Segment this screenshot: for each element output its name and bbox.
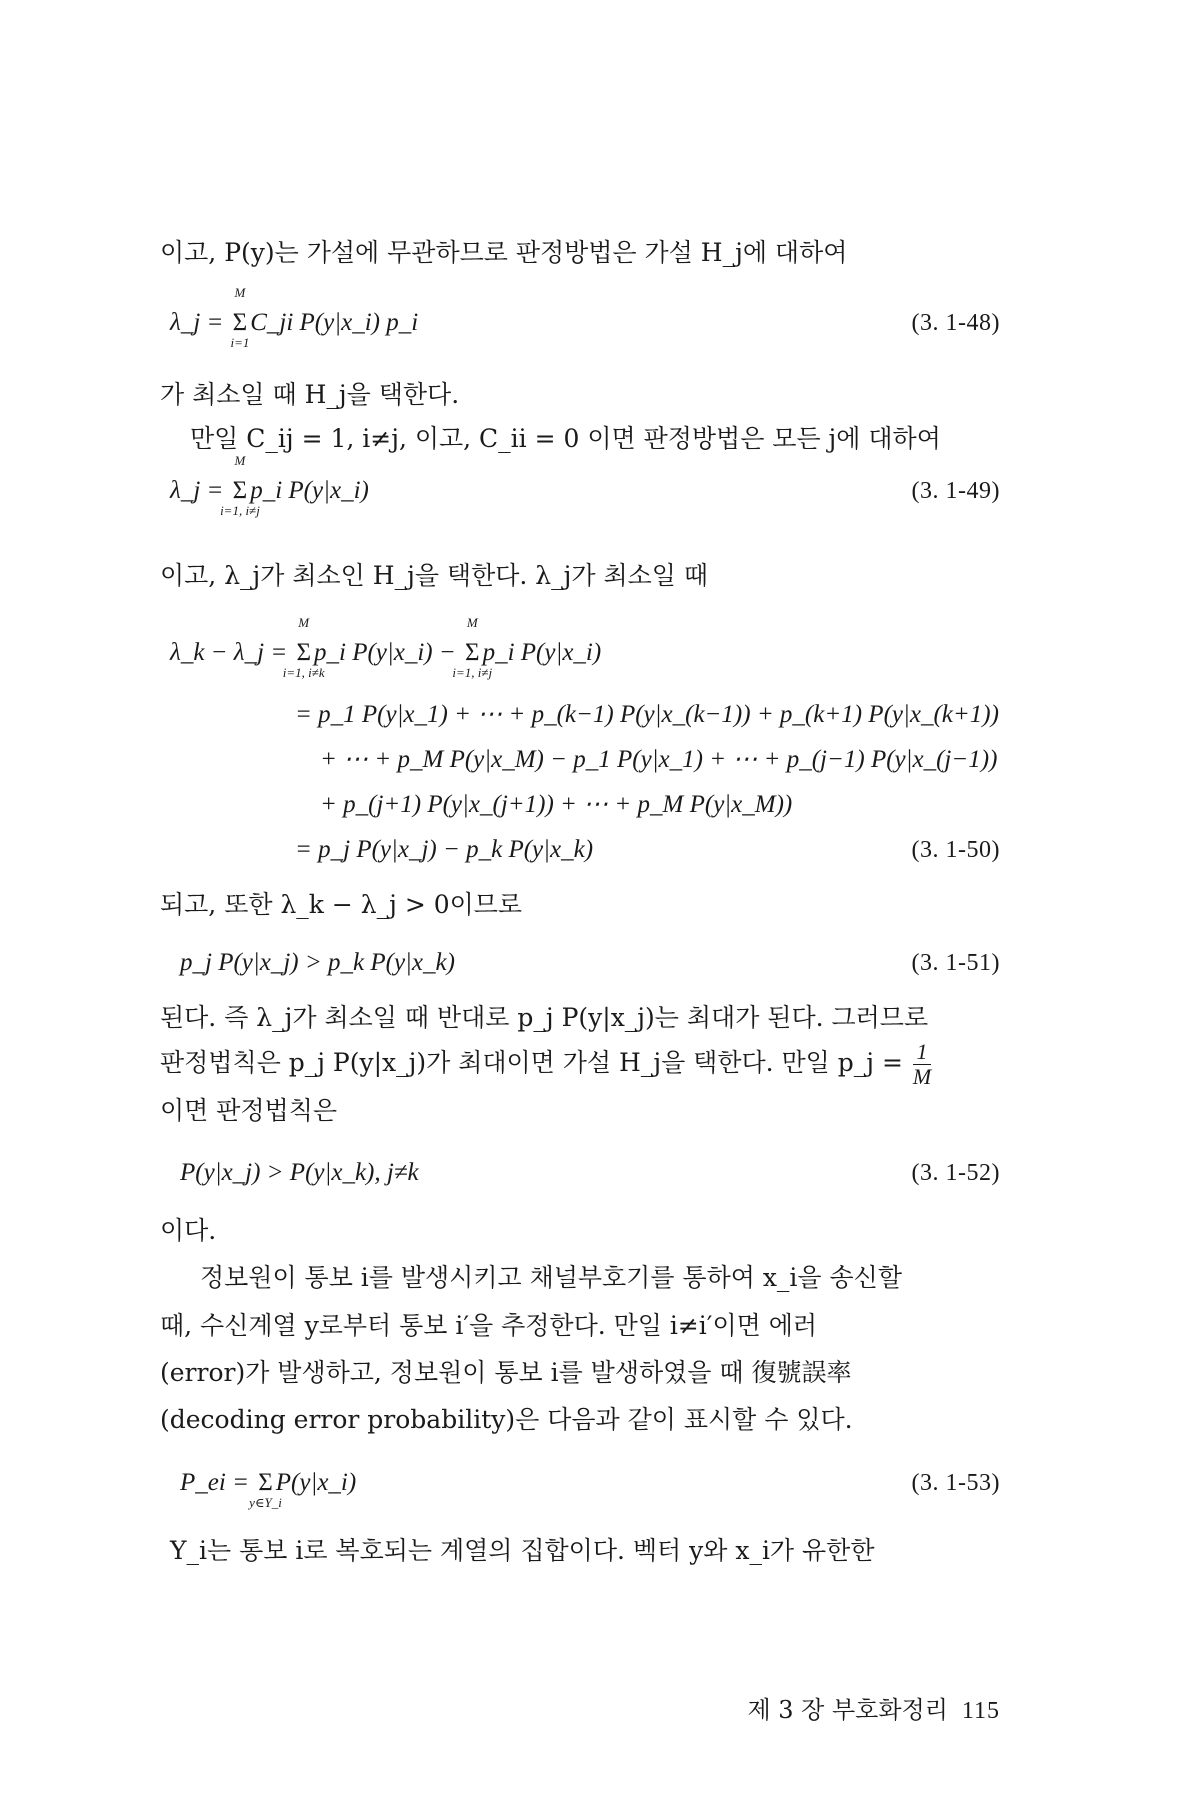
equation-number: (3. 1-48) (911, 310, 1000, 336)
equation-rhs: p_i P(y|x_i) (482, 639, 602, 666)
text-line (0, 416, 1200, 462)
line-text: (error)가 발생하고, 정보원이 통보 i를 발생하였을 때 復號誤率 (160, 1358, 852, 1387)
summation-symbol (220, 453, 260, 518)
line-text: 이면 판정법칙은 (160, 1096, 337, 1125)
text-line (0, 1208, 1200, 1254)
sigma: Σ (296, 639, 311, 666)
text-line (0, 1039, 1200, 1089)
equation-lhs: λ_k − λ_j = (170, 639, 294, 666)
text-line (0, 995, 1200, 1041)
sum-lower-limit: i=1, i≠j (452, 665, 493, 680)
page-footer (747, 1690, 1000, 1730)
equation (0, 827, 1200, 873)
sum-lower-limit: i=1 (230, 335, 250, 350)
line-text: 이고, λ_j가 최소인 H_j을 택한다. λ_j가 최소일 때 (160, 561, 709, 590)
text-line (0, 1088, 1200, 1134)
equation-rhs: p_i P(y|x_i) (250, 477, 369, 504)
equation-number: (3. 1-53) (911, 1470, 1000, 1496)
equation-continuation (0, 782, 1200, 828)
equation-body: = p_1 P(y|x_1) + ⋯ + p_(k−1) P(y|x_(k−1)) + p_(k+1) P(y|x_(k+1)) (295, 701, 999, 728)
running-footer-chapter: 제 3 장 부호화정리 (747, 1696, 948, 1724)
equation-lhs: λ_j = (170, 477, 230, 504)
text-line (0, 1350, 1200, 1396)
text-line (0, 230, 1200, 276)
line-text: (decoding error probability)은 다음과 같이 표시할 수 있다. (160, 1405, 853, 1434)
line-text: 되고, 또한 λ_k − λ_j > 0이므로 (160, 890, 523, 919)
equation (0, 615, 1200, 680)
sum-upper-limit: M (466, 615, 478, 630)
text-line (0, 372, 1200, 418)
equation-number: (3. 1-49) (911, 478, 1000, 504)
equation-body (180, 1460, 357, 1510)
summation-symbol (230, 285, 251, 350)
page-number: 115 (961, 1698, 1000, 1724)
line-text: 이고, P(y)는 가설에 무관하므로 판정방법은 가설 H_j에 대하여 (160, 238, 848, 267)
fraction-numerator: 1 (916, 1039, 928, 1064)
line-text: 이다. (160, 1216, 217, 1245)
sigma: Σ (465, 639, 480, 666)
sigma: Σ (232, 477, 248, 504)
sum-upper-limit: M (234, 285, 246, 300)
equation (0, 940, 1200, 986)
equation-body (170, 285, 419, 350)
fraction (913, 1040, 931, 1089)
sum-lower-limit: i=1, i≠k (282, 665, 325, 680)
equation (0, 453, 1200, 518)
equation-rhs: P(y|x_i) (275, 1469, 357, 1496)
equation-rhs: C_ji P(y|x_i) p_i (250, 309, 419, 336)
equation-number: (3. 1-51) (911, 950, 1000, 976)
sigma: Σ (232, 309, 248, 336)
equation (0, 1460, 1200, 1510)
line-text: 된다. 즉 λ_j가 최소일 때 반대로 p_j P(y|x_j)는 최대가 된다. 그러므로 (160, 1003, 929, 1032)
equation-number: (3. 1-52) (911, 1160, 1000, 1186)
sum-lower-limit: i=1, i≠j (220, 503, 260, 518)
sum-lower-limit: y∈Y_i (249, 1495, 282, 1510)
equation-number: (3. 1-50) (911, 837, 1000, 863)
text-line (0, 1255, 1200, 1301)
sigma: Σ (258, 1469, 273, 1496)
equation-body (170, 615, 602, 680)
summation-symbol (249, 1460, 282, 1510)
equation-body: p_j P(y|x_j) > p_k P(y|x_k) (180, 949, 455, 976)
equation-body: + p_(j+1) P(y|x_(j+1)) + ⋯ + p_M P(y|x_M)) (320, 791, 793, 818)
text-line (0, 882, 1200, 928)
line-text: 정보원이 통보 i를 발생시키고 채널부호기를 통하여 x_i을 송신할 (200, 1263, 902, 1292)
text-line (0, 1397, 1200, 1443)
summation-symbol (452, 615, 493, 680)
equation-body: P(y|x_j) > P(y|x_k), j≠k (180, 1159, 419, 1186)
equation-continuation (0, 737, 1200, 783)
summation-symbol (282, 615, 325, 680)
line-text (160, 1040, 931, 1089)
line-text: 때, 수신계열 y로부터 통보 i′을 추정한다. 만일 i≠i′이면 에러 (160, 1311, 818, 1340)
line-text: Y_i는 통보 i로 복호되는 계열의 집합이다. 벡터 y와 x_i가 유한한 (170, 1536, 875, 1565)
equation-body: = p_j P(y|x_j) − p_k P(y|x_k) (295, 836, 594, 863)
equation (0, 285, 1200, 350)
equation (0, 1150, 1200, 1196)
equation-lhs: λ_j = (170, 309, 230, 336)
equation-body: + ⋯ + p_M P(y|x_M) − p_1 P(y|x_1) + ⋯ + p_(j−1) P(y|x_(j−1)) (320, 746, 998, 773)
sum-upper-limit: M (298, 615, 310, 630)
equation-lhs: P_ei = (180, 1469, 256, 1496)
equation-body (170, 453, 369, 518)
line-text: 가 최소일 때 H_j을 택한다. (160, 380, 460, 409)
sum-upper-limit: M (234, 453, 246, 468)
equation-continuation (0, 692, 1200, 738)
line-text: 만일 C_ij = 1, i≠j, 이고, C_ii = 0 이면 판정방법은 모든 j에 대하여 (190, 424, 941, 453)
line-text-part: 판정법칙은 p_j P(y|x_j)가 최대이면 가설 H_j을 택한다. 만일 p_j = (160, 1048, 903, 1077)
equation-middle: p_i P(y|x_i) − (314, 639, 462, 666)
text-line (0, 1303, 1200, 1349)
fraction-denominator: M (912, 1064, 932, 1089)
text-line (0, 1528, 1200, 1574)
text-line (0, 553, 1200, 599)
